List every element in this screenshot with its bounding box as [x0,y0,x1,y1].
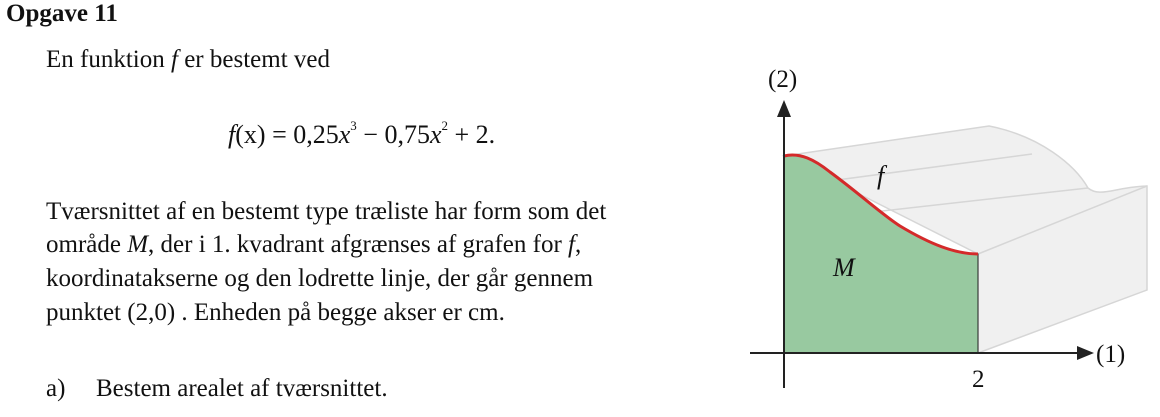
question-label: a) [46,375,66,402]
question-text: Bestem arealet af tværsnittet. [96,375,388,402]
intro-line: En funktion f er bestemt ved [46,46,330,73]
x-tick-label-2: 2 [972,366,985,393]
paragraph-line-1: Tværsnittet af en bestemt type træliste har form som det [46,198,607,225]
curve-label-f: f [877,161,885,190]
region-label-m: M [833,253,855,282]
task-heading: Opgave 11 [6,0,118,27]
paragraph-line-2: område M, der i 1. kvadrant afgrænses af grafen for f, [46,231,582,258]
paragraph-line-3: koordinatakserne og den lodrette linje, der går gennem [46,265,594,292]
y-axis-label: (2) [768,66,798,93]
function-formula: $f(x) = 0,25x^3 - 0,75x^2 + 2$. [228,118,496,149]
x-axis-label: (1) [1096,341,1126,368]
y-axis-arrow [777,100,791,117]
paragraph-line-4: punktet (2,0) . Enheden på begge akser er cm. [46,299,505,326]
x-axis-arrow [1077,346,1094,360]
